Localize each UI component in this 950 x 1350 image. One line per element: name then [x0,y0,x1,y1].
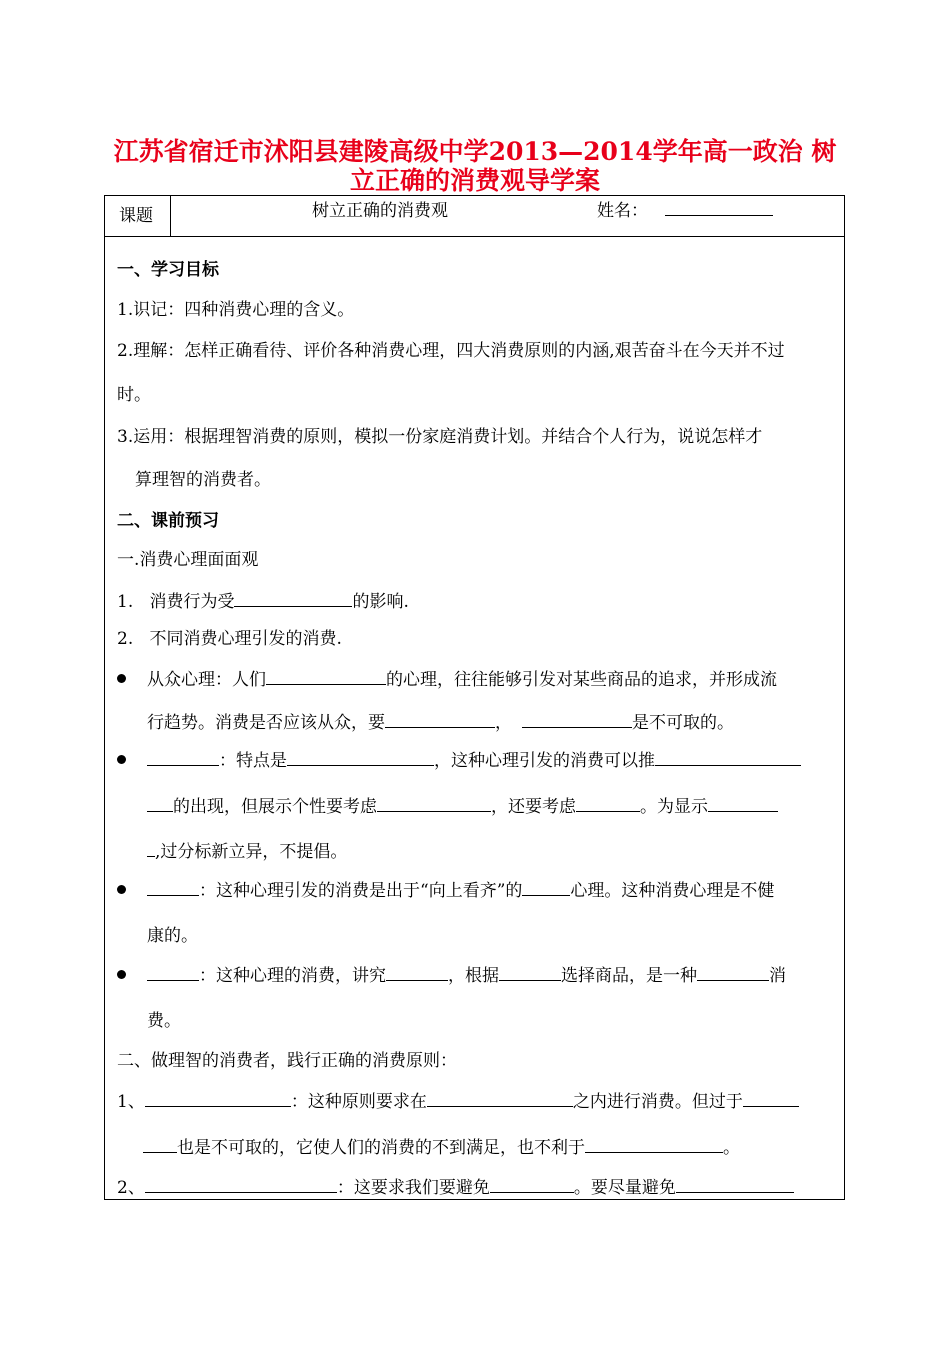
bullet-2-text-d: ，还要考虑 [491,797,576,817]
bullet-4-text-c: 选择商品，是一种 [561,966,697,986]
bullet-1-text-e: 是不可取的。 [632,713,734,733]
bullet-1-text-d: ， [495,713,512,733]
blank-input[interactable] [676,1176,794,1193]
bullet-2-text-a: ：特点是 [219,751,287,771]
principle-1-text-d: 。 [723,1138,740,1158]
blank-input[interactable] [147,749,219,766]
bullet-icon [117,674,126,683]
bullet-4-text-d: 消 [769,966,786,986]
bullet-3-line2: 康的。 [147,926,198,946]
item-2-number: 2. [117,629,134,649]
blank-input[interactable] [522,879,570,896]
goal-1: 1.识记：四种消费心理的含义。 [117,300,355,320]
blank-input[interactable] [385,711,495,728]
blank-input[interactable] [490,1176,574,1193]
item-1-number: 1. [117,592,134,612]
blank-input[interactable] [234,590,352,607]
goal-3-line2: 算理智的消费者。 [135,470,271,490]
bullet-4-line1 [147,964,786,987]
name-input[interactable] [665,198,773,216]
item-2 [117,628,342,650]
document-title-line1: 江苏省宿迁市沭阳县建陵高级中学2013—2014学年高一政治 树 [113,137,837,166]
bullet-4-text-a: ：这种心理的消费，讲究 [199,966,386,986]
bullet-2-text-f: ,过分标新立异，不提倡。 [155,842,348,862]
blank-input[interactable] [708,795,778,812]
course-value: 树立正确的消费观 [312,201,448,221]
item-2-text: 不同消费心理引发的消费. [149,629,342,649]
item-1 [117,590,409,613]
bullet-3-text-a: ：这种心理引发的消费是出于“向上看齐”的 [199,881,523,901]
section-heading-preview: 二、课前预习 [117,511,219,531]
blank-input[interactable] [143,1136,177,1153]
part2-title: 二、做理智的消费者，践行正确的消费原则： [117,1051,457,1071]
goal-3-line1: 3.运用：根据理智消费的原则，模拟一份家庭消费计划。并结合个人行为，说说怎样才 [117,427,763,447]
bullet-icon [117,970,126,979]
principle-1-number: 1、 [117,1092,145,1112]
principle-2-line1 [117,1176,794,1199]
principle-2-number: 2、 [117,1178,145,1198]
bullet-3-line1 [147,879,774,902]
principle-1-text-a: ：这种原则要求在 [290,1092,427,1112]
bullet-4-line2: 费。 [147,1011,181,1031]
bullet-2-line2 [147,795,778,818]
blank-input[interactable] [147,795,173,812]
principle-1-text-b: 之内进行消费。但过于 [572,1092,743,1112]
blank-input[interactable] [377,795,491,812]
section-heading-goals: 一、学习目标 [117,260,219,280]
blank-input[interactable] [655,749,801,766]
principle-2-text-a: ：这要求我们要避免 [336,1178,490,1198]
blank-input[interactable] [147,879,199,896]
bullet-3-text-b: 心理。这种消费心理是不健 [570,881,775,901]
bullet-1-line1 [147,668,777,691]
course-label: 课题 [119,206,153,226]
blank-input[interactable] [145,1090,291,1107]
bullet-1-line2 [147,711,734,734]
bullet-2-text-b: ，这种心理引发的消费可以推 [434,751,655,771]
part1-title: 一.消费心理面面观 [117,550,259,570]
principle-1-line2 [143,1136,740,1159]
goal-2-line1: 2.理解：怎样正确看待、评价各种消费心理，四大消费原则的内涵,艰苦奋斗在今天并不过 [117,341,785,361]
item-1-suffix: 的影响. [352,592,409,612]
goal-2-line2: 时。 [117,385,151,405]
header-column-divider [170,196,171,236]
blank-input[interactable] [145,1176,337,1193]
blank-input[interactable] [697,964,769,981]
bullet-icon [117,755,126,764]
principle-2-text-b: 。要尽量避免 [573,1178,676,1198]
blank-input[interactable] [427,1090,573,1107]
bullet-4-text-b: ，根据 [448,966,499,986]
blank-input[interactable] [522,711,632,728]
blank-input[interactable] [576,795,640,812]
principle-1-line1 [117,1090,799,1113]
bullet-1-text-a: 从众心理：人们 [147,670,266,690]
name-label: 姓名： [597,201,648,221]
header-divider [105,236,844,237]
bullet-1-text-c: 行趋势。消费是否应该从众，要 [147,713,385,733]
blank-input[interactable] [147,840,155,857]
blank-input[interactable] [147,964,199,981]
bullet-2-text-e: 。为显示 [640,797,708,817]
document-title-line2: 立正确的消费观导学案 [349,166,600,195]
blank-input[interactable] [287,749,434,766]
blank-input[interactable] [266,668,386,685]
principle-1-text-c: 也是不可取的，它使人们的消费的不到满足，也不利于 [177,1138,585,1158]
item-1-prefix: 消费行为受 [149,592,235,612]
blank-input[interactable] [743,1090,799,1107]
bullet-2-line1 [147,749,801,772]
bullet-2-text-c: 的出现，但展示个性要考虑 [173,797,377,817]
blank-input[interactable] [499,964,561,981]
bullet-1-text-b: 的心理，往往能够引发对某些商品的追求，并形成流 [386,670,777,690]
blank-input[interactable] [386,964,448,981]
bullet-2-line3 [147,840,347,863]
blank-input[interactable] [585,1136,723,1153]
bullet-icon [117,885,126,894]
